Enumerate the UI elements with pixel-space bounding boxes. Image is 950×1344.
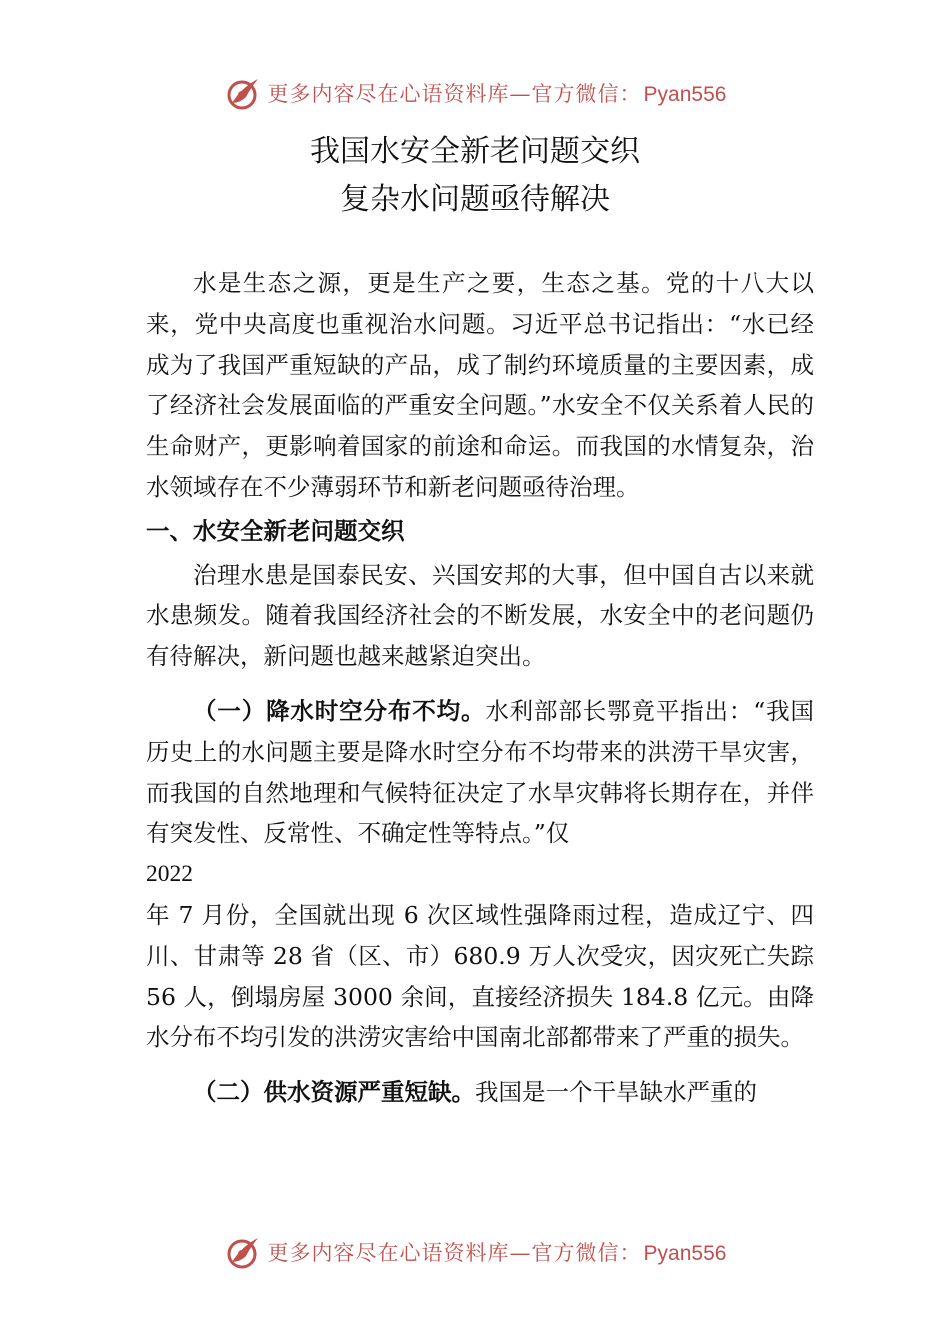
brush-logo-icon — [224, 1232, 264, 1272]
watermark-text: 更多内容尽在心语资料库—官方微信： — [267, 1241, 642, 1265]
watermark-footer — [0, 1230, 950, 1274]
intro-paragraph: 水是生态之源，更是生产之要，生态之基。党的十八大以来，党中央高度也重视治水问题。习近平总书记指出：“水已经成为了我国严重短缺的产品，成了制约环境质量的主要因素，成了经济社会发展面临的严重安全问题。”水安全不仅关系着人民的生命财产，更影响着国家的前途和命运。而我国的水情复杂，治水领域存在不少薄弱环节和新老问题亟待治理。 — [146, 269, 814, 501]
subsection-1-text-b: 年 7 月份，全国就出现 6 次区域性强降雨过程，造成辽宁、四川、甘肃等 28 省（区、市）680.9 万人次受灾，因灾死亡失踪 56 人，倒塌房屋 3000 余间，直接经济损失 184.8 亿元。由降水分布不均引发的洪涝灾害给中国南北部都带来了严重的损失。 — [146, 900, 814, 1052]
section-1-paragraph: 治理水患是国泰民安、兴国安邦的大事，但中国自古以来就水患频发。随着我国经济社会的不断发展，水安全中的老问题仍有待解决，新问题也越来越紧迫突出。 — [146, 560, 814, 671]
document-body — [146, 263, 814, 1113]
subsection-2-heading: （二）供水资源严重短缺。 — [193, 1078, 475, 1107]
subsection-1-paragraph — [146, 691, 814, 854]
document-title — [0, 128, 950, 224]
watermark-wechat-id: Pyan556 — [643, 1242, 727, 1265]
subsection-2-paragraph — [146, 1072, 814, 1113]
title-line-1: 我国水安全新老问题交织 — [310, 134, 640, 169]
subsection-1-heading: （一）降水时空分布不均。 — [193, 696, 486, 725]
watermark-wechat-id: Pyan556 — [643, 83, 727, 106]
subsection-1-year: 2022 — [146, 861, 193, 888]
section-1-heading: 一、水安全新老问题交织 — [146, 516, 405, 545]
watermark-text: 更多内容尽在心语资料库—官方微信： — [267, 82, 642, 106]
subsection-2-text: 我国是一个干旱缺水严重的 — [475, 1078, 757, 1107]
brush-logo-icon — [224, 73, 264, 113]
watermark-header — [0, 71, 950, 115]
subsection-1-text-a: 水利部部长鄂竟平指出：“我国历史上的水问题主要是降水时空分布不均带来的洪涝干旱灾害，而我国的自然地理和气候特征决定了水旱灾韩将长期存在，并伴有突发性、反常性、不确定性等特点。”仅 — [146, 696, 814, 848]
title-line-2: 复杂水问题亟待解决 — [340, 182, 610, 217]
